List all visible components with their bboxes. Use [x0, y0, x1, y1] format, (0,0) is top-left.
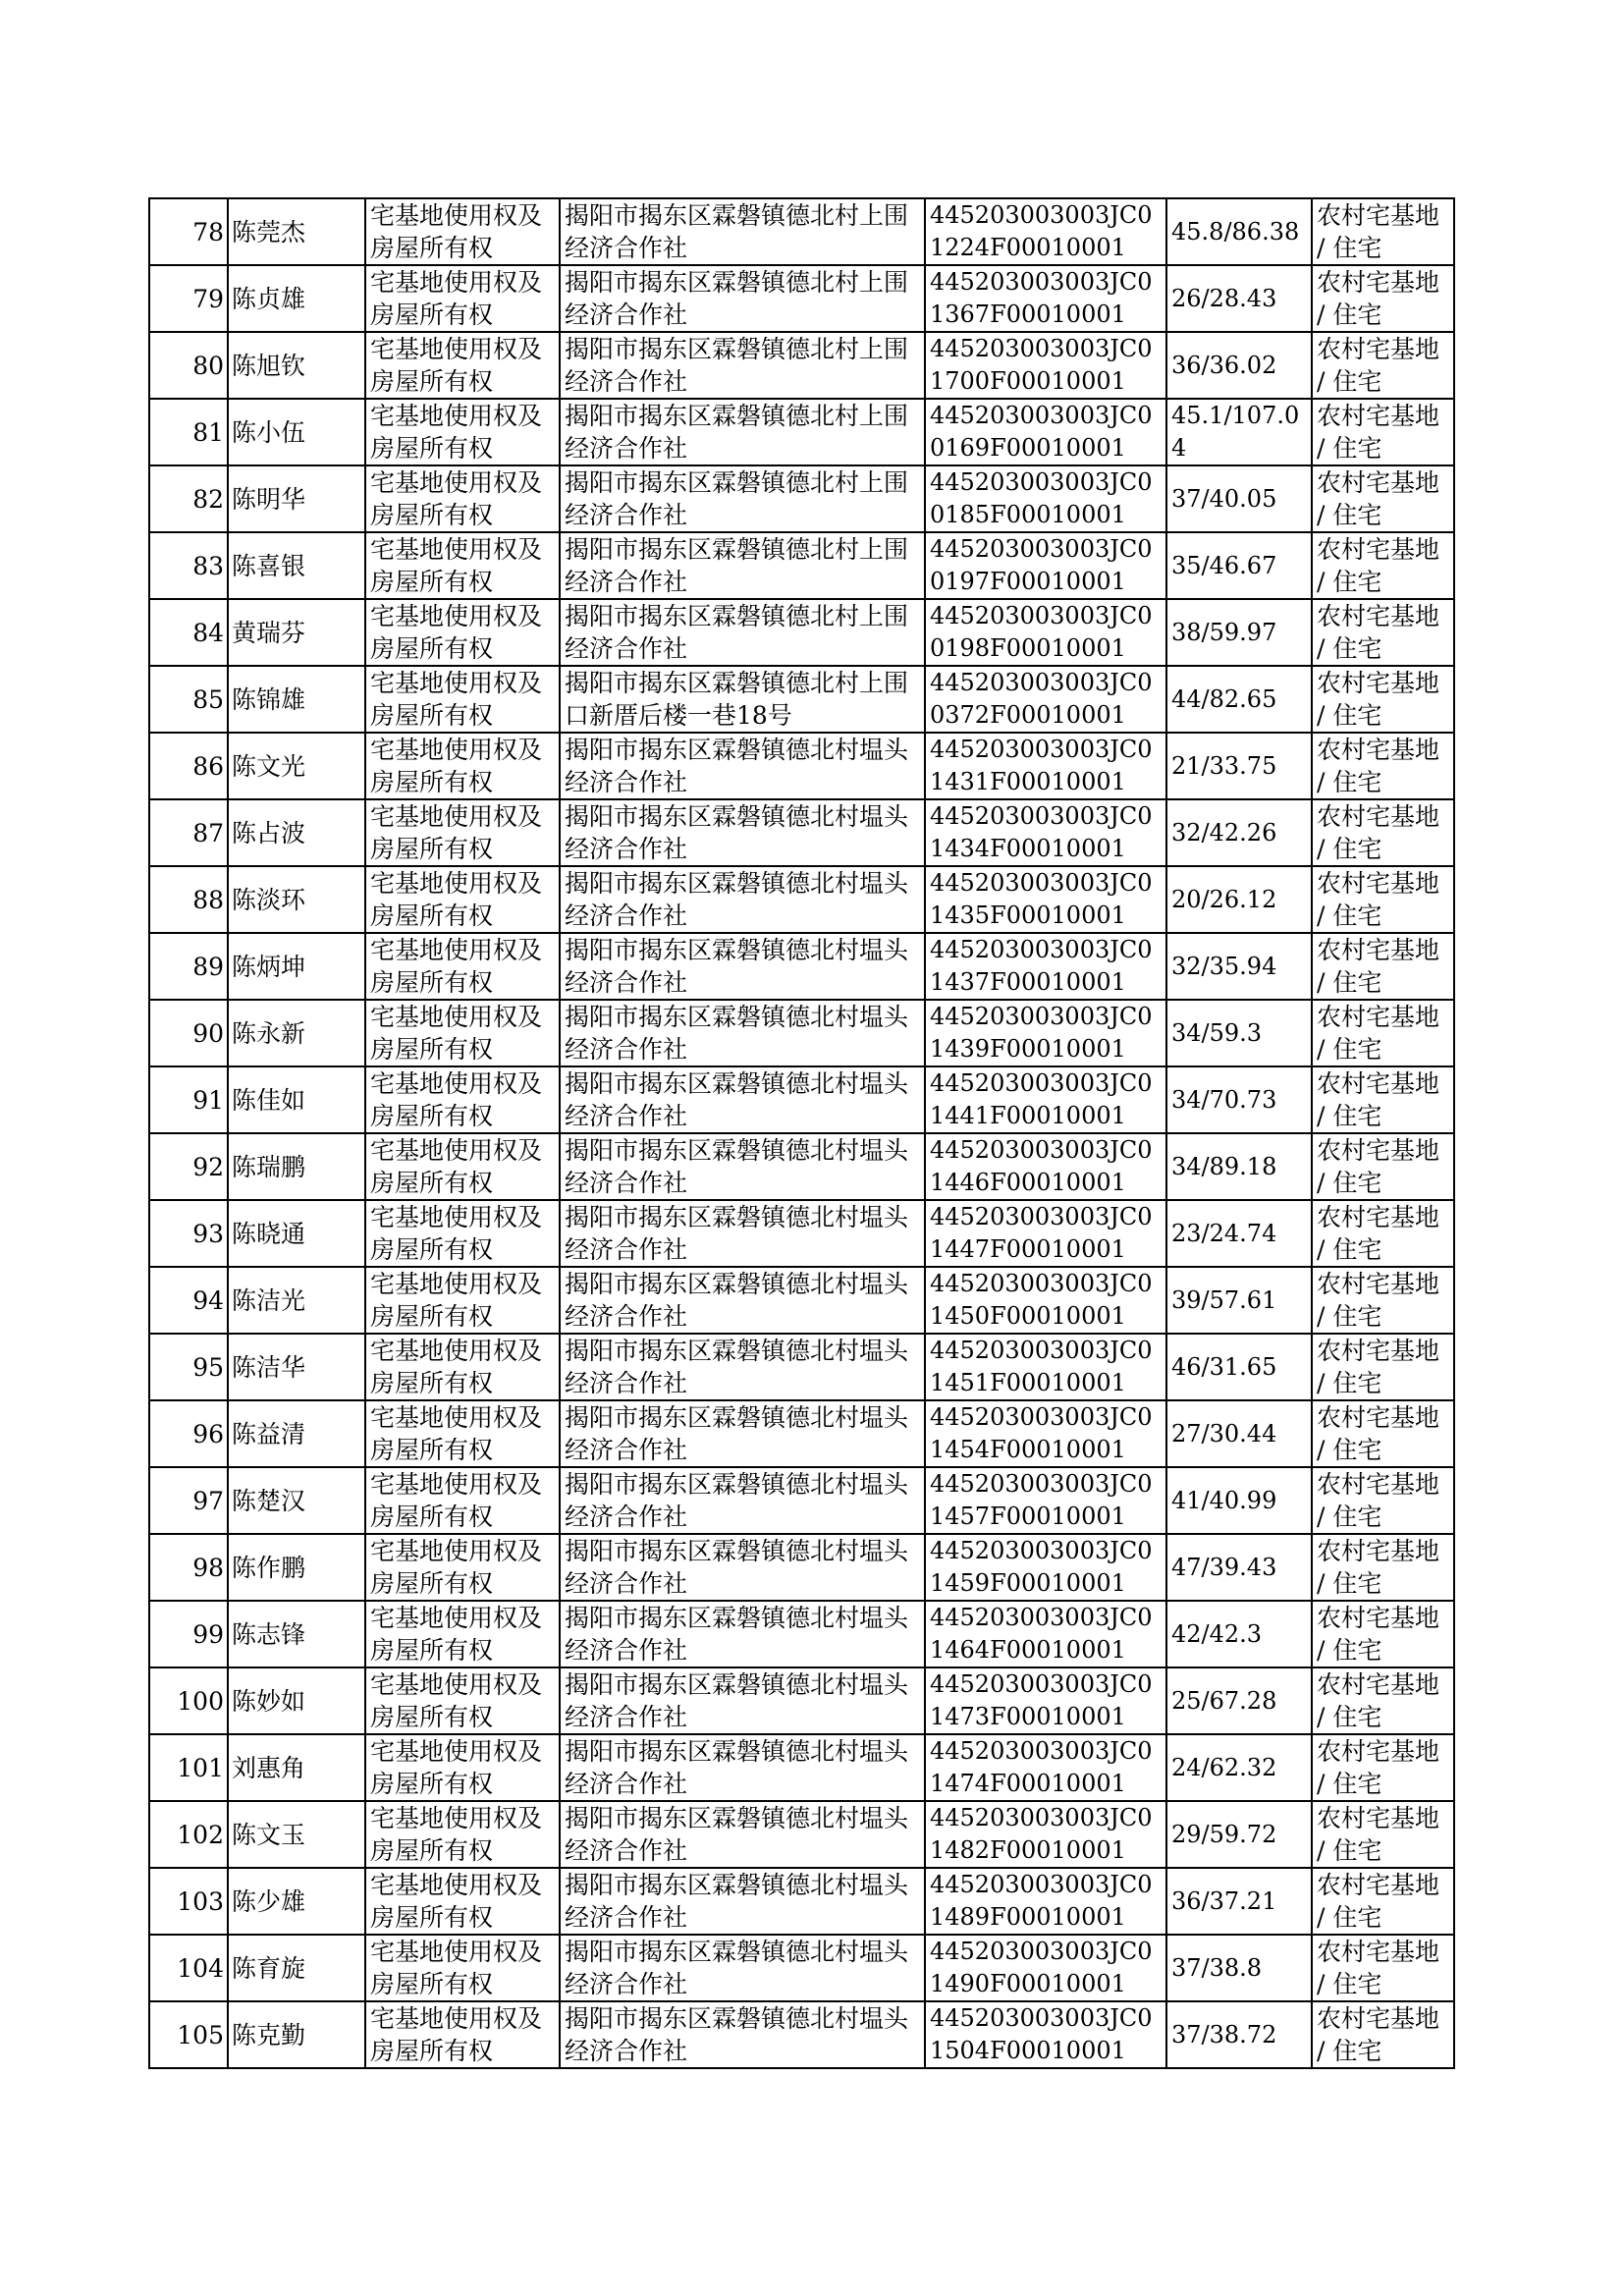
owner-name: 刘惠角 — [228, 1734, 365, 1801]
unit-code: 445203003003JC00185F00010001 — [925, 465, 1166, 532]
property-location: 揭阳市揭东区霖磐镇德北村塭头经济合作社 — [560, 1066, 925, 1133]
area-values: 39/57.61 — [1166, 1267, 1312, 1334]
area-values: 20/26.12 — [1166, 866, 1312, 933]
row-number: 95 — [149, 1334, 228, 1400]
table-row — [149, 1868, 1454, 1935]
area-values: 41/40.99 — [1166, 1467, 1312, 1534]
area-values: 38/59.97 — [1166, 599, 1312, 666]
row-number: 91 — [149, 1066, 228, 1133]
row-number: 88 — [149, 866, 228, 933]
land-use: 农村宅基地 / 住宅 — [1312, 666, 1454, 733]
row-number: 81 — [149, 399, 228, 465]
table-row — [149, 599, 1454, 666]
owner-name: 陈作鹏 — [228, 1534, 365, 1601]
property-location: 揭阳市揭东区霖磐镇德北村塭头经济合作社 — [560, 1734, 925, 1801]
table-row — [149, 1267, 1454, 1334]
table-row — [149, 465, 1454, 532]
land-use: 农村宅基地 / 住宅 — [1312, 1534, 1454, 1601]
row-number: 98 — [149, 1534, 228, 1601]
table-row — [149, 1935, 1454, 2001]
property-location: 揭阳市揭东区霖磐镇德北村上围经济合作社 — [560, 265, 925, 332]
land-use: 农村宅基地 / 住宅 — [1312, 1467, 1454, 1534]
land-use: 农村宅基地 / 住宅 — [1312, 198, 1454, 265]
row-number: 83 — [149, 532, 228, 599]
area-values: 36/36.02 — [1166, 332, 1312, 399]
right-type: 宅基地使用权及房屋所有权 — [365, 2001, 560, 2068]
owner-name: 陈佳如 — [228, 1066, 365, 1133]
property-location: 揭阳市揭东区霖磐镇德北村塭头经济合作社 — [560, 1801, 925, 1868]
right-type: 宅基地使用权及房屋所有权 — [365, 599, 560, 666]
table-row — [149, 332, 1454, 399]
right-type: 宅基地使用权及房屋所有权 — [365, 332, 560, 399]
table-row — [149, 1400, 1454, 1467]
property-location: 揭阳市揭东区霖磐镇德北村塭头经济合作社 — [560, 933, 925, 1000]
unit-code: 445203003003JC00372F00010001 — [925, 666, 1166, 733]
owner-name: 陈洁华 — [228, 1334, 365, 1400]
property-location: 揭阳市揭东区霖磐镇德北村塭头经济合作社 — [560, 1000, 925, 1066]
land-use: 农村宅基地 / 住宅 — [1312, 1334, 1454, 1400]
property-location: 揭阳市揭东区霖磐镇德北村塭头经济合作社 — [560, 1868, 925, 1935]
row-number: 96 — [149, 1400, 228, 1467]
unit-code: 445203003003JC01482F00010001 — [925, 1801, 1166, 1868]
area-values: 35/46.67 — [1166, 532, 1312, 599]
right-type: 宅基地使用权及房屋所有权 — [365, 1267, 560, 1334]
unit-code: 445203003003JC01437F00010001 — [925, 933, 1166, 1000]
property-location: 揭阳市揭东区霖磐镇德北村塭头经济合作社 — [560, 866, 925, 933]
unit-code: 445203003003JC01450F00010001 — [925, 1267, 1166, 1334]
owner-name: 陈炳坤 — [228, 933, 365, 1000]
right-type: 宅基地使用权及房屋所有权 — [365, 1066, 560, 1133]
area-values: 37/38.72 — [1166, 2001, 1312, 2068]
land-use: 农村宅基地 / 住宅 — [1312, 1667, 1454, 1734]
unit-code: 445203003003JC01700F00010001 — [925, 332, 1166, 399]
owner-name: 陈莞杰 — [228, 198, 365, 265]
area-values: 27/30.44 — [1166, 1400, 1312, 1467]
table-row — [149, 1133, 1454, 1200]
land-use: 农村宅基地 / 住宅 — [1312, 332, 1454, 399]
unit-code: 445203003003JC01447F00010001 — [925, 1200, 1166, 1267]
property-location: 揭阳市揭东区霖磐镇德北村上围经济合作社 — [560, 599, 925, 666]
area-values: 34/70.73 — [1166, 1066, 1312, 1133]
records-table — [148, 197, 1455, 2069]
land-use: 农村宅基地 / 住宅 — [1312, 1935, 1454, 2001]
table-row — [149, 532, 1454, 599]
area-values: 46/31.65 — [1166, 1334, 1312, 1400]
right-type: 宅基地使用权及房屋所有权 — [365, 532, 560, 599]
owner-name: 陈晓通 — [228, 1200, 365, 1267]
owner-name: 陈锦雄 — [228, 666, 365, 733]
table-row — [149, 1066, 1454, 1133]
table-row — [149, 1734, 1454, 1801]
area-values: 42/42.3 — [1166, 1601, 1312, 1667]
row-number: 93 — [149, 1200, 228, 1267]
right-type: 宅基地使用权及房屋所有权 — [365, 465, 560, 532]
owner-name: 陈小伍 — [228, 399, 365, 465]
owner-name: 陈明华 — [228, 465, 365, 532]
right-type: 宅基地使用权及房屋所有权 — [365, 1667, 560, 1734]
right-type: 宅基地使用权及房屋所有权 — [365, 666, 560, 733]
table-row — [149, 866, 1454, 933]
right-type: 宅基地使用权及房屋所有权 — [365, 1868, 560, 1935]
owner-name: 陈克勤 — [228, 2001, 365, 2068]
right-type: 宅基地使用权及房屋所有权 — [365, 1334, 560, 1400]
area-values: 34/59.3 — [1166, 1000, 1312, 1066]
property-location: 揭阳市揭东区霖磐镇德北村上围口新厝后楼一巷18号 — [560, 666, 925, 733]
row-number: 102 — [149, 1801, 228, 1868]
land-use: 农村宅基地 / 住宅 — [1312, 866, 1454, 933]
right-type: 宅基地使用权及房屋所有权 — [365, 733, 560, 799]
area-values: 32/42.26 — [1166, 799, 1312, 866]
row-number: 92 — [149, 1133, 228, 1200]
row-number: 78 — [149, 198, 228, 265]
land-use: 农村宅基地 / 住宅 — [1312, 265, 1454, 332]
owner-name: 陈育旋 — [228, 1935, 365, 2001]
land-use: 农村宅基地 / 住宅 — [1312, 1200, 1454, 1267]
area-values: 21/33.75 — [1166, 733, 1312, 799]
row-number: 82 — [149, 465, 228, 532]
property-location: 揭阳市揭东区霖磐镇德北村塭头经济合作社 — [560, 1334, 925, 1400]
table-row — [149, 733, 1454, 799]
unit-code: 445203003003JC00198F00010001 — [925, 599, 1166, 666]
property-location: 揭阳市揭东区霖磐镇德北村塭头经济合作社 — [560, 1667, 925, 1734]
owner-name: 陈淡环 — [228, 866, 365, 933]
right-type: 宅基地使用权及房屋所有权 — [365, 1133, 560, 1200]
land-use: 农村宅基地 / 住宅 — [1312, 2001, 1454, 2068]
right-type: 宅基地使用权及房屋所有权 — [365, 1467, 560, 1534]
table-row — [149, 1667, 1454, 1734]
land-use: 农村宅基地 / 住宅 — [1312, 733, 1454, 799]
property-location: 揭阳市揭东区霖磐镇德北村塭头经济合作社 — [560, 1133, 925, 1200]
table-row — [149, 1334, 1454, 1400]
unit-code: 445203003003JC01431F00010001 — [925, 733, 1166, 799]
land-use: 农村宅基地 / 住宅 — [1312, 1400, 1454, 1467]
property-location: 揭阳市揭东区霖磐镇德北村上围经济合作社 — [560, 532, 925, 599]
property-location: 揭阳市揭东区霖磐镇德北村塭头经济合作社 — [560, 1400, 925, 1467]
area-values: 45.1/107.04 — [1166, 399, 1312, 465]
unit-code: 445203003003JC01435F00010001 — [925, 866, 1166, 933]
unit-code: 445203003003JC01441F00010001 — [925, 1066, 1166, 1133]
unit-code: 445203003003JC01454F00010001 — [925, 1400, 1166, 1467]
property-location: 揭阳市揭东区霖磐镇德北村塭头经济合作社 — [560, 1534, 925, 1601]
records-body — [149, 198, 1454, 2068]
property-location: 揭阳市揭东区霖磐镇德北村上围经济合作社 — [560, 332, 925, 399]
right-type: 宅基地使用权及房屋所有权 — [365, 198, 560, 265]
area-values: 32/35.94 — [1166, 933, 1312, 1000]
unit-code: 445203003003JC01504F00010001 — [925, 2001, 1166, 2068]
property-location: 揭阳市揭东区霖磐镇德北村塭头经济合作社 — [560, 2001, 925, 2068]
area-values: 37/40.05 — [1166, 465, 1312, 532]
table-row — [149, 1467, 1454, 1534]
land-use: 农村宅基地 / 住宅 — [1312, 599, 1454, 666]
property-location: 揭阳市揭东区霖磐镇德北村塭头经济合作社 — [560, 1467, 925, 1534]
table-row — [149, 265, 1454, 332]
land-use: 农村宅基地 / 住宅 — [1312, 465, 1454, 532]
row-number: 97 — [149, 1467, 228, 1534]
table-row — [149, 198, 1454, 265]
area-values: 36/37.21 — [1166, 1868, 1312, 1935]
row-number: 89 — [149, 933, 228, 1000]
property-location: 揭阳市揭东区霖磐镇德北村塭头经济合作社 — [560, 799, 925, 866]
unit-code: 445203003003JC01439F00010001 — [925, 1000, 1166, 1066]
table-row — [149, 1534, 1454, 1601]
row-number: 101 — [149, 1734, 228, 1801]
right-type: 宅基地使用权及房屋所有权 — [365, 933, 560, 1000]
property-location: 揭阳市揭东区霖磐镇德北村上围经济合作社 — [560, 198, 925, 265]
right-type: 宅基地使用权及房屋所有权 — [365, 399, 560, 465]
owner-name: 陈文玉 — [228, 1801, 365, 1868]
owner-name: 黄瑞芬 — [228, 599, 365, 666]
owner-name: 陈楚汉 — [228, 1467, 365, 1534]
land-use: 农村宅基地 / 住宅 — [1312, 399, 1454, 465]
unit-code: 445203003003JC01464F00010001 — [925, 1601, 1166, 1667]
unit-code: 445203003003JC01224F00010001 — [925, 198, 1166, 265]
row-number: 86 — [149, 733, 228, 799]
row-number: 99 — [149, 1601, 228, 1667]
table-row — [149, 799, 1454, 866]
property-location: 揭阳市揭东区霖磐镇德北村上围经济合作社 — [560, 465, 925, 532]
area-values: 44/82.65 — [1166, 666, 1312, 733]
land-use: 农村宅基地 / 住宅 — [1312, 1066, 1454, 1133]
unit-code: 445203003003JC01489F00010001 — [925, 1868, 1166, 1935]
owner-name: 陈永新 — [228, 1000, 365, 1066]
owner-name: 陈益清 — [228, 1400, 365, 1467]
owner-name: 陈旭钦 — [228, 332, 365, 399]
owner-name: 陈志锋 — [228, 1601, 365, 1667]
right-type: 宅基地使用权及房屋所有权 — [365, 1734, 560, 1801]
property-location: 揭阳市揭东区霖磐镇德北村塭头经济合作社 — [560, 733, 925, 799]
owner-name: 陈少雄 — [228, 1868, 365, 1935]
row-number: 87 — [149, 799, 228, 866]
owner-name: 陈洁光 — [228, 1267, 365, 1334]
right-type: 宅基地使用权及房屋所有权 — [365, 1935, 560, 2001]
unit-code: 445203003003JC01446F00010001 — [925, 1133, 1166, 1200]
unit-code: 445203003003JC01457F00010001 — [925, 1467, 1166, 1534]
right-type: 宅基地使用权及房屋所有权 — [365, 1000, 560, 1066]
area-values: 25/67.28 — [1166, 1667, 1312, 1734]
area-values: 45.8/86.38 — [1166, 198, 1312, 265]
table-row — [149, 1200, 1454, 1267]
property-location: 揭阳市揭东区霖磐镇德北村塭头经济合作社 — [560, 1267, 925, 1334]
property-location: 揭阳市揭东区霖磐镇德北村上围经济合作社 — [560, 399, 925, 465]
area-values: 26/28.43 — [1166, 265, 1312, 332]
unit-code: 445203003003JC01474F00010001 — [925, 1734, 1166, 1801]
unit-code: 445203003003JC00169F00010001 — [925, 399, 1166, 465]
unit-code: 445203003003JC01434F00010001 — [925, 799, 1166, 866]
row-number: 103 — [149, 1868, 228, 1935]
property-location: 揭阳市揭东区霖磐镇德北村塭头经济合作社 — [560, 1601, 925, 1667]
right-type: 宅基地使用权及房屋所有权 — [365, 1601, 560, 1667]
row-number: 85 — [149, 666, 228, 733]
unit-code: 445203003003JC01367F00010001 — [925, 265, 1166, 332]
land-use: 农村宅基地 / 住宅 — [1312, 1267, 1454, 1334]
property-location: 揭阳市揭东区霖磐镇德北村塭头经济合作社 — [560, 1200, 925, 1267]
row-number: 105 — [149, 2001, 228, 2068]
right-type: 宅基地使用权及房屋所有权 — [365, 799, 560, 866]
row-number: 104 — [149, 1935, 228, 2001]
row-number: 100 — [149, 1667, 228, 1734]
table-row — [149, 1000, 1454, 1066]
unit-code: 445203003003JC00197F00010001 — [925, 532, 1166, 599]
area-values: 34/89.18 — [1166, 1133, 1312, 1200]
area-values: 29/59.72 — [1166, 1801, 1312, 1868]
land-use: 农村宅基地 / 住宅 — [1312, 1734, 1454, 1801]
area-values: 47/39.43 — [1166, 1534, 1312, 1601]
right-type: 宅基地使用权及房屋所有权 — [365, 1200, 560, 1267]
table-row — [149, 1801, 1454, 1868]
unit-code: 445203003003JC01490F00010001 — [925, 1935, 1166, 2001]
unit-code: 445203003003JC01451F00010001 — [925, 1334, 1166, 1400]
table-row — [149, 1601, 1454, 1667]
area-values: 23/24.74 — [1166, 1200, 1312, 1267]
area-values: 37/38.8 — [1166, 1935, 1312, 2001]
right-type: 宅基地使用权及房屋所有权 — [365, 866, 560, 933]
land-use: 农村宅基地 / 住宅 — [1312, 1868, 1454, 1935]
owner-name: 陈文光 — [228, 733, 365, 799]
owner-name: 陈瑞鹏 — [228, 1133, 365, 1200]
unit-code: 445203003003JC01459F00010001 — [925, 1534, 1166, 1601]
row-number: 84 — [149, 599, 228, 666]
land-use: 农村宅基地 / 住宅 — [1312, 799, 1454, 866]
right-type: 宅基地使用权及房屋所有权 — [365, 1534, 560, 1601]
right-type: 宅基地使用权及房屋所有权 — [365, 265, 560, 332]
table-row — [149, 666, 1454, 733]
row-number: 94 — [149, 1267, 228, 1334]
right-type: 宅基地使用权及房屋所有权 — [365, 1801, 560, 1868]
land-use: 农村宅基地 / 住宅 — [1312, 532, 1454, 599]
land-use: 农村宅基地 / 住宅 — [1312, 933, 1454, 1000]
row-number: 90 — [149, 1000, 228, 1066]
table-row — [149, 399, 1454, 465]
owner-name: 陈妙如 — [228, 1667, 365, 1734]
area-values: 24/62.32 — [1166, 1734, 1312, 1801]
property-location: 揭阳市揭东区霖磐镇德北村塭头经济合作社 — [560, 1935, 925, 2001]
row-number: 80 — [149, 332, 228, 399]
unit-code: 445203003003JC01473F00010001 — [925, 1667, 1166, 1734]
owner-name: 陈喜银 — [228, 532, 365, 599]
right-type: 宅基地使用权及房屋所有权 — [365, 1400, 560, 1467]
row-number: 79 — [149, 265, 228, 332]
land-use: 农村宅基地 / 住宅 — [1312, 1000, 1454, 1066]
owner-name: 陈贞雄 — [228, 265, 365, 332]
land-use: 农村宅基地 / 住宅 — [1312, 1601, 1454, 1667]
owner-name: 陈占波 — [228, 799, 365, 866]
land-use: 农村宅基地 / 住宅 — [1312, 1801, 1454, 1868]
land-use: 农村宅基地 / 住宅 — [1312, 1133, 1454, 1200]
table-row — [149, 2001, 1454, 2068]
table-row — [149, 933, 1454, 1000]
